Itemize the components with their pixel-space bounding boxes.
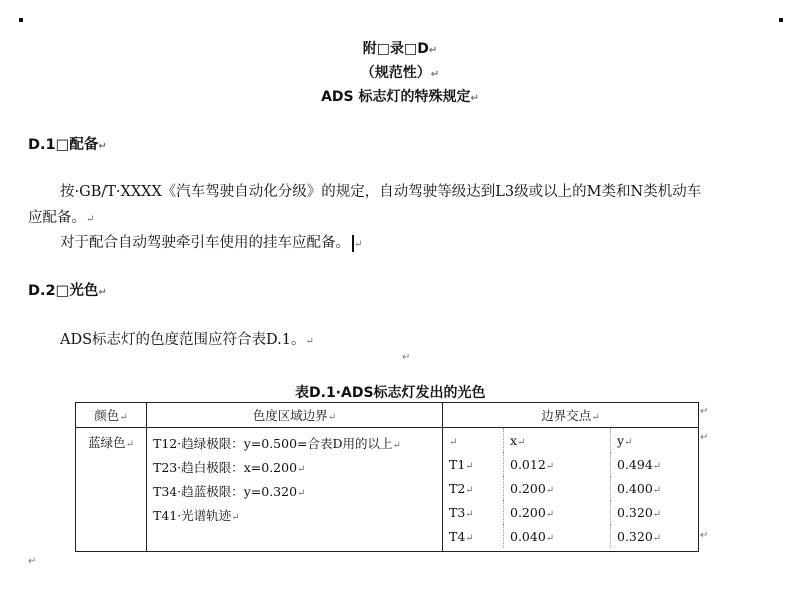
point-name: T2↵ — [443, 476, 504, 500]
paragraph-d1-line2: 应配备。↵ — [28, 210, 95, 226]
point-y: 0.400↵ — [617, 480, 662, 496]
paragraph-d2: ADS标志灯的色度范围应符合表D.1。↵ — [60, 332, 314, 348]
point-name: T1↵ — [443, 452, 504, 476]
points-table — [443, 428, 698, 548]
point-y: 0.320↵ — [617, 504, 662, 520]
cell-color: 蓝绿色↵ — [76, 428, 147, 552]
cell-boundaries — [147, 428, 443, 552]
section-heading-d2: D.2□光色↵ — [28, 283, 107, 299]
boundary-line: T41·光谱轨迹↵ — [153, 508, 240, 523]
row-end-mark: ↵ — [700, 530, 709, 541]
point-y: 0.320↵ — [617, 528, 662, 544]
appendix-subject: ADS 标志灯的特殊规定↵ — [321, 89, 479, 105]
points-header-name: ↵ — [443, 428, 504, 452]
header-boundary: 色度区域边界↵ — [147, 403, 443, 428]
point-x: 0.040↵ — [504, 524, 611, 548]
boundary-line: T23·趋白极限：x=0.200↵ — [153, 460, 306, 475]
paragraph-d1-trailer[interactable]: 对于配合自动驾驶牵引车使用的挂车应配备。 ↵ — [60, 235, 363, 251]
row-end-mark: ↵ — [700, 406, 709, 417]
page-corner-mark-right — [779, 18, 783, 22]
section-heading-d1: D.1□配备↵ — [28, 137, 107, 153]
page-corner-mark-left — [19, 18, 23, 22]
chromaticity-table — [75, 402, 699, 552]
point-x: 0.012↵ — [504, 452, 611, 476]
table-caption: 表D.1·ADS标志灯发出的光色 — [295, 385, 486, 401]
paragraph-d1-line1: 按·GB/T·XXXX《汽车驾驶自动化分级》的规定，自动驾驶等级达到L3级或以上的M类和N类机动车 — [60, 184, 702, 200]
cell-points — [443, 428, 699, 552]
table-row — [443, 500, 698, 524]
point-name: T3↵ — [443, 500, 504, 524]
header-color: 颜色↵ — [76, 403, 147, 428]
points-header-x: x↵ — [504, 428, 611, 452]
boundary-line: T34·趋蓝极限：y=0.320↵ — [153, 484, 306, 499]
boundary-line: T12·趋绿极限：y=0.500=合表D用的以上↵ — [153, 436, 401, 451]
table-row — [443, 524, 698, 548]
appendix-normative-label: （规范性）↵ — [360, 65, 440, 81]
point-name: T4↵ — [443, 524, 504, 548]
points-header-y: y↵ — [617, 432, 633, 448]
empty-paragraph-mark: ↵ — [402, 352, 411, 363]
point-x: 0.200↵ — [504, 476, 611, 500]
table-row — [443, 476, 698, 500]
header-intersection: 边界交点↵ — [443, 403, 699, 428]
table-row — [443, 452, 698, 476]
point-x: 0.200↵ — [504, 500, 611, 524]
point-y: 0.494↵ — [617, 456, 662, 472]
row-end-mark: ↵ — [700, 432, 709, 443]
appendix-title: 附□录□D↵ — [362, 41, 438, 57]
end-paragraph-mark: ↵ — [28, 556, 37, 567]
